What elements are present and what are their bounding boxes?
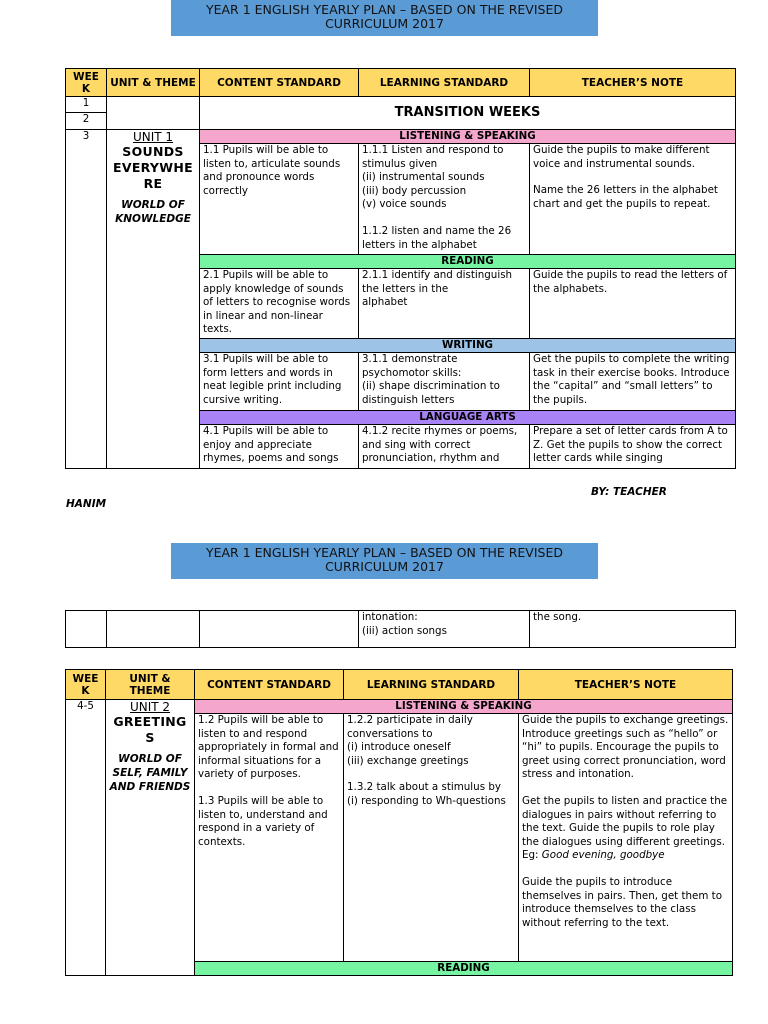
header-teachers-note: TEACHER’S NOTE: [530, 69, 736, 97]
table-row: [66, 97, 736, 113]
unit-theme: WORLD OF SELF, FAMILY AND FRIENDS: [109, 753, 191, 793]
content-standard-cell: 3.1 Pupils will be able to form letters and words in neat legible print including cursive writing.: [200, 353, 359, 411]
learning-standard-cell: 3.1.1 demonstrate psychomotor skills: (ii) shape discrimination to distinguish letters: [359, 353, 530, 411]
teachers-note-cell: [530, 425, 736, 469]
teachers-note-cell: [519, 714, 733, 962]
page2-title-banner: [171, 543, 598, 579]
note-text: [522, 795, 729, 863]
page1-title: YEAR 1 ENGLISH YEARLY PLAN – BASED ON THE REVISED CURRICULUM 2017: [205, 2, 564, 31]
week-cell: 2: [66, 113, 107, 130]
week-cell: 3: [66, 130, 107, 469]
header-teachers-note: TEACHER’S NOTE: [519, 670, 733, 700]
learning-text: 1.1.1 Listen and respond to stimulus given (ii) instrumental sounds (iii) body percussion (v) voice sounds: [362, 144, 504, 211]
section-bar-listening: LISTENING & SPEAKING: [200, 130, 736, 144]
page1-title-banner: [171, 0, 598, 36]
content-text: 1.3 Pupils will be able to listen to, understand and respond in a variety of contexts.: [198, 794, 328, 848]
header-week: WEE K: [66, 69, 107, 97]
unit-theme-cell: [107, 130, 200, 469]
note-text: Name the 26 letters in the alphabet chart and get the pupils to repeat.: [533, 184, 718, 210]
continued-table: [65, 610, 736, 648]
table-row: [66, 700, 733, 714]
section-bar-writing: WRITING: [200, 339, 736, 353]
learning-text: 4.1.2 recite rhymes or poems, and sing with correct pronunciation, rhythm and: [362, 425, 518, 465]
content-standard-cell: 2.1 Pupils will be able to apply knowledge of sounds of letters to recognise words in linear and non-linear texts.: [200, 269, 359, 339]
page2-title: YEAR 1 ENGLISH YEARLY PLAN – BASED ON THE REVISED CURRICULUM 2017: [205, 545, 564, 574]
section-bar-language-arts: LANGUAGE ARTS: [200, 411, 736, 425]
header-row: [66, 69, 736, 97]
blank-cell: [200, 611, 359, 648]
learning-standard-cell: intonation: (iii) action songs: [359, 611, 530, 648]
blank-cell: [66, 611, 107, 648]
note-text: Guide the pupils to introduce themselves in pairs. Then, get them to introduce themselves to the class without referring to the text.: [522, 875, 723, 929]
transition-weeks: TRANSITION WEEKS: [200, 97, 736, 130]
section-bar-listening: LISTENING & SPEAKING: [195, 700, 733, 714]
teachers-note-cell: the song.: [530, 611, 736, 648]
content-text: 4.1 Pupils will be able to enjoy and appreciate rhymes, poems and songs: [203, 425, 339, 465]
teacher-name: HANIM: [66, 498, 107, 510]
unit-name: SOUNDS EVERYWHE RE: [113, 144, 193, 191]
header-unit: UNIT & THEME: [106, 670, 195, 700]
header-learning-standard: LEARNING STANDARD: [344, 670, 519, 700]
learning-text: 1.1.2 listen and name the 26 letters in the alphabet: [362, 224, 512, 251]
section-bar-reading: READING: [200, 255, 736, 269]
header-unit: UNIT & THEME: [107, 69, 200, 97]
by-teacher: BY: TEACHER: [591, 486, 667, 498]
page2-plan-table: [65, 669, 733, 976]
learning-standard-cell: [344, 714, 519, 962]
note-text-part: Get the pupils to listen and practice the dialogues in pairs without referring to the text. Guide the pupils to role play the dialogues using different greetings. Eg:: [522, 794, 728, 862]
content-standard-cell: 1.1 Pupils will be able to listen to, articulate sounds and pronounce words correctly: [200, 144, 359, 255]
learning-text: 1.3.2 talk about a stimulus by (i) responding to Wh-questions: [347, 781, 506, 807]
table-row: [66, 130, 736, 144]
note-text: Guide the pupils to make different voice and instrumental sounds.: [533, 144, 710, 170]
unit-theme-cell: [106, 700, 195, 976]
week-cell: 1: [66, 97, 107, 113]
unit-number: UNIT 2: [129, 700, 171, 714]
teachers-note-cell: Get the pupils to complete the writing task in their exercise books. Introduce the “capital” and “small letters” to the pupils.: [530, 353, 736, 411]
note-text: Guide the pupils to exchange greetings. Introduce greetings such as “hello” or “hi” to pupils. Encourage the pupils to greet using correct pronunciation, word stress and intonation.: [522, 714, 729, 781]
learning-text: 1.2.2 participate in daily conversations to (i) introduce oneself (iii) exchange greetings: [347, 714, 473, 767]
teachers-note-cell: [530, 144, 736, 255]
learning-standard-cell: 2.1.1 identify and distinguish the letters in the alphabet: [359, 269, 530, 339]
header-row: [66, 670, 733, 700]
blank-cell: [107, 97, 200, 130]
section-bar-reading: READING: [195, 962, 733, 976]
header-content-standard: CONTENT STANDARD: [195, 670, 344, 700]
note-text-italic: Good evening, goodbye: [541, 849, 665, 862]
content-text: 1.2 Pupils will be able to listen to and respond appropriately in formal and informal situations for a variety of purposes.: [198, 714, 339, 781]
unit-name: GREETING S: [113, 714, 187, 745]
week-cell: 4-5: [66, 700, 106, 976]
page1-plan-table: [65, 68, 736, 469]
header-learning-standard: LEARNING STANDARD: [359, 69, 530, 97]
teachers-note-cell: Guide the pupils to read the letters of the alphabets.: [530, 269, 736, 339]
learning-standard-cell: [359, 425, 530, 469]
unit-theme: WORLD OF KNOWLEDGE: [115, 199, 191, 225]
header-week: WEE K: [66, 670, 106, 700]
learning-standard-cell: [359, 144, 530, 255]
header-content-standard: CONTENT STANDARD: [200, 69, 359, 97]
blank-cell: [107, 611, 200, 648]
content-standard-cell: [195, 714, 344, 962]
table-row: [66, 611, 736, 648]
note-text: Prepare a set of letter cards from A to Z. Get the pupils to show the correct letter cards while singing: [533, 425, 728, 465]
unit-number: UNIT 1: [132, 130, 174, 144]
content-standard-cell: [200, 425, 359, 469]
